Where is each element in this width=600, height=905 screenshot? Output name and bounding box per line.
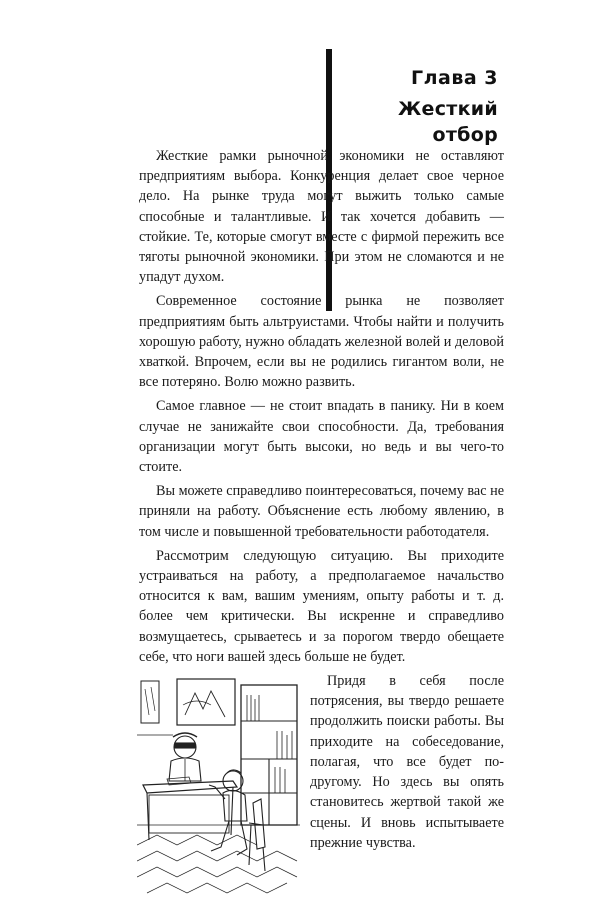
paragraph: Рассмотрим следующую ситуацию. Вы приходите устраиваться на работу, а предполагаемое начальство относится к вам, вашим умениям, опыту работы и т. д. более чем критически. Вы искренне и справедливо возмущаетесь, срываетесь и за порогом твердо обещаете себе, что ноги вашей здесь больше не будет. xyxy=(139,547,504,665)
body-text xyxy=(139,146,504,905)
paragraph: Вы можете справедливо поинтересоваться, почему вас не приняли на работу. Объяснение есть любому явлению, в том числе и повышенной требовательности работодателя. xyxy=(139,483,504,540)
chapter-number: Глава 3 xyxy=(410,67,498,89)
illustrated-section xyxy=(139,546,504,853)
office-interview-illustration xyxy=(137,675,300,905)
chapter-heading xyxy=(340,66,498,148)
chapter-title: Жесткий отбор xyxy=(397,98,498,146)
paragraph: Самое главное — не стоит впадать в панику. Ни в коем случае не занижайте свои способности. Да, требования организации могут быть высоки, но ведь и вы чего-то стоите. xyxy=(139,398,504,476)
paragraph: Современное состояние рынка не позволяет предприятиям быть альтруистами. Чтобы найти и получить хорошую работу, нужно обладать железной волей и деловой хваткой. Впрочем, если вы не родились гигантом воли, не все потеряно. Волю можно развить. xyxy=(139,293,504,391)
paragraph: Жесткие рамки рыночной экономики не оставляют предприятиям выбора. Конкуренция делает свое черное дело. На рынке труда могут выжить только самые способные и талантливые. И так хочется добавить — стойкие. Те, которые смогут вместе с фирмой пережить все тяготы рыночной экономики. При этом не сломаются и не упадут духом. xyxy=(139,148,504,286)
paragraph: Придя в себя после потрясения, вы твердо решаете продолжить поиски работы. Вы приходите на собеседование, полагая, что все будет по-другому. Но здесь вы опять становитесь жертвой такой же сцены. И вновь испытываете прежние чувства. xyxy=(310,673,504,851)
